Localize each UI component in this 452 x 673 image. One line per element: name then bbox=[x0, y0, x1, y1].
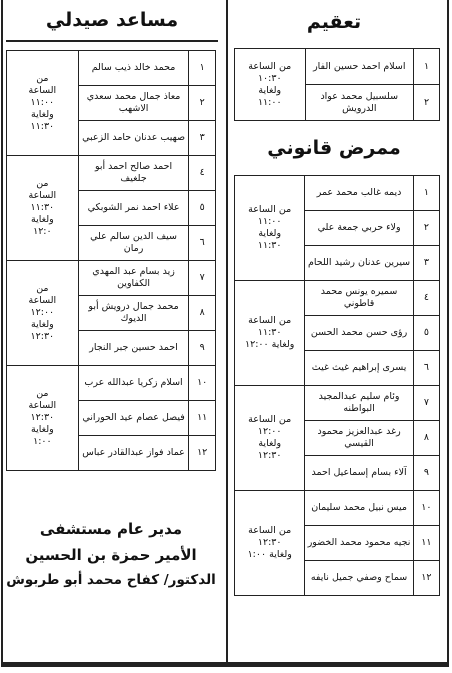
row-number: ٢ bbox=[413, 211, 439, 246]
time-slot bbox=[235, 491, 305, 596]
time-slot-line: من bbox=[36, 283, 49, 294]
time-slot-line: ولغاية bbox=[31, 214, 54, 225]
table-row bbox=[7, 51, 216, 86]
candidate-name: عماد فواز عبدالقادر عباس bbox=[78, 436, 189, 471]
time-slot-line: ١١:٠٠ bbox=[257, 96, 282, 108]
row-number: ١٠ bbox=[413, 491, 439, 526]
time-slot bbox=[7, 51, 79, 156]
time-slot-line: ١١:٠٠ bbox=[257, 216, 282, 227]
candidate-name: ميس نبيل محمد سليمان bbox=[305, 491, 413, 526]
time-slot bbox=[235, 386, 305, 491]
row-number: ١ bbox=[413, 176, 439, 211]
candidate-name: اسلام زكريا عبدالله عرب bbox=[78, 366, 189, 401]
candidate-name: سميره يونس محمد قاطوني bbox=[305, 281, 413, 316]
time-slot-line: من الساعة bbox=[248, 204, 292, 215]
candidate-name: وئام سليم عبدالمجيد البواطنه bbox=[305, 386, 413, 421]
time-slot-line: من bbox=[36, 73, 49, 84]
time-slot-line: ولغاية bbox=[31, 109, 54, 120]
time-slot-line: الساعة bbox=[28, 295, 57, 306]
table-row bbox=[235, 386, 440, 421]
candidate-name: سيف الدين سالم علي رمان bbox=[78, 226, 189, 261]
time-slot bbox=[235, 281, 305, 386]
candidate-name: معاذ جمال محمد سعدي الاشهب bbox=[78, 86, 189, 121]
table-row bbox=[7, 366, 216, 401]
time-slot-line: الساعة bbox=[28, 190, 57, 201]
time-slot-line: ١١:٣٠ bbox=[257, 327, 282, 338]
row-number: ٧ bbox=[189, 261, 216, 296]
row-number: ٢ bbox=[189, 86, 216, 121]
signature-line-3: الدكتور/ كفاح محمد أبو طربوش bbox=[6, 572, 216, 588]
row-number: ٦ bbox=[189, 226, 216, 261]
time-slot-line: ولغاية bbox=[31, 319, 54, 330]
nurse-title: ممرض قانوني bbox=[267, 137, 401, 159]
time-slot-line: ١٢:٣٠ bbox=[257, 450, 282, 461]
row-number: ١٠ bbox=[189, 366, 216, 401]
time-slot-line: ١٠:٣٠ bbox=[257, 72, 282, 84]
candidate-name: يسرى إبراهيم غيث غيث bbox=[305, 351, 413, 386]
candidate-name: محمد جمال درويش أبو الديوك bbox=[78, 296, 189, 331]
table-row bbox=[235, 176, 440, 211]
candidate-name: رغد عبدالعزيز محمود القيسي bbox=[305, 421, 413, 456]
candidate-name: رؤى حسن محمد الحسن bbox=[305, 316, 413, 351]
row-number: ٢ bbox=[414, 85, 440, 121]
signature-line-2: الأمير حمزة بن الحسين bbox=[25, 546, 197, 564]
time-slot-line: من الساعة bbox=[248, 525, 292, 536]
row-number: ٨ bbox=[189, 296, 216, 331]
table-row bbox=[235, 281, 440, 316]
time-slot-line: من الساعة bbox=[248, 60, 292, 72]
time-slot-line: ١١:٣٠ bbox=[257, 240, 282, 251]
row-number: ٤ bbox=[413, 281, 439, 316]
row-number: ١ bbox=[189, 51, 216, 86]
row-number: ٩ bbox=[413, 456, 439, 491]
time-slot bbox=[235, 176, 305, 281]
time-slot bbox=[7, 366, 79, 471]
time-slot-line: من الساعة bbox=[248, 315, 292, 326]
row-number: ٥ bbox=[413, 316, 439, 351]
pharmacist-table bbox=[6, 50, 216, 471]
time-slot-line: ولغاية bbox=[258, 228, 282, 239]
time-slot-line: ١١:٣٠ bbox=[30, 121, 55, 132]
time-slot-line: الساعة bbox=[28, 85, 57, 96]
time-slot bbox=[235, 49, 306, 121]
time-slot-line: من bbox=[36, 178, 49, 189]
row-number: ١٢ bbox=[189, 436, 216, 471]
time-slot bbox=[7, 156, 79, 261]
candidate-name: سماح وصفي جميل نايفه bbox=[305, 561, 413, 596]
candidate-name: اسلام احمد حسين الفار bbox=[305, 49, 414, 85]
candidate-name: سيرين عدنان رشيد اللحام bbox=[305, 246, 413, 281]
row-number: ١١ bbox=[413, 526, 439, 561]
table-row bbox=[235, 491, 440, 526]
row-number: ١٢ bbox=[413, 561, 439, 596]
time-slot bbox=[7, 261, 79, 366]
candidate-name: صهيب عدنان حامد الزعبي bbox=[78, 121, 189, 156]
candidate-name: زيد بسام عبد المهدي الكفاوين bbox=[78, 261, 189, 296]
row-number: ٦ bbox=[413, 351, 439, 386]
candidate-name: احمد صالح احمد أبو جلغيف bbox=[78, 156, 189, 191]
sterilization-title: تعقيم bbox=[306, 11, 362, 33]
pharmacist-title: مساعد صيدلي bbox=[45, 9, 179, 31]
time-slot-line: ١:٠٠ bbox=[33, 436, 52, 447]
time-slot-line: ولغاية bbox=[258, 84, 282, 96]
row-number: ٤ bbox=[189, 156, 216, 191]
time-slot-line: ولغاية ١٢:٠٠ bbox=[245, 339, 295, 350]
table-row bbox=[7, 261, 216, 296]
row-number: ٨ bbox=[413, 421, 439, 456]
time-slot-line: من الساعة bbox=[248, 414, 292, 425]
right-column bbox=[226, 0, 442, 596]
candidate-name: ولاء حربي جمعة علي bbox=[305, 211, 413, 246]
candidate-name: احمد حسين جبر النجار bbox=[78, 331, 189, 366]
candidate-name: علاء احمد نمر الشوبكي bbox=[78, 191, 189, 226]
time-slot-line: ١٢:٠ bbox=[33, 226, 52, 237]
row-number: ١ bbox=[414, 49, 440, 85]
time-slot-line: ولغاية bbox=[258, 438, 282, 449]
time-slot-line: ١٢:٠٠ bbox=[30, 307, 55, 318]
signature-line-1: مدير عام مستشفى bbox=[39, 520, 183, 538]
time-slot-line: ١١:٣٠ bbox=[30, 202, 55, 213]
time-slot-line: ١١:٠٠ bbox=[30, 97, 55, 108]
pharmacist-section bbox=[6, 0, 218, 471]
candidate-name: ديمه غالب محمد عمر bbox=[305, 176, 413, 211]
table-row bbox=[235, 49, 440, 85]
time-slot-line: ١٢:٠٠ bbox=[257, 426, 282, 437]
row-number: ١١ bbox=[189, 401, 216, 436]
table-row bbox=[7, 156, 216, 191]
time-slot-line: ١٢:٣٠ bbox=[257, 537, 282, 548]
row-number: ٥ bbox=[189, 191, 216, 226]
candidate-name: آلاء بسام إسماعيل احمد bbox=[305, 456, 413, 491]
time-slot-line: ولغاية ١:٠٠ bbox=[247, 549, 292, 560]
nurse-table bbox=[234, 175, 440, 596]
time-slot-line: ١٢:٣٠ bbox=[30, 331, 55, 342]
row-number: ٣ bbox=[189, 121, 216, 156]
candidate-name: نجيه محمود محمد الخضور bbox=[305, 526, 413, 561]
candidate-name: فيصل عصام عيد الحوراني bbox=[78, 401, 189, 436]
time-slot-line: من bbox=[36, 388, 49, 399]
time-slot-line: الساعة bbox=[28, 400, 57, 411]
time-slot-line: ولغاية bbox=[31, 424, 54, 435]
candidate-name: سلسبيل محمد عواد الدرويش bbox=[305, 85, 414, 121]
bottom-rule bbox=[1, 664, 449, 667]
sterilization-table bbox=[234, 48, 440, 121]
row-number: ٩ bbox=[189, 331, 216, 366]
candidate-name: محمد خالد ذيب سالم bbox=[78, 51, 189, 86]
time-slot-line: ١٢:٣٠ bbox=[30, 412, 55, 423]
row-number: ٣ bbox=[413, 246, 439, 281]
row-number: ٧ bbox=[413, 386, 439, 421]
